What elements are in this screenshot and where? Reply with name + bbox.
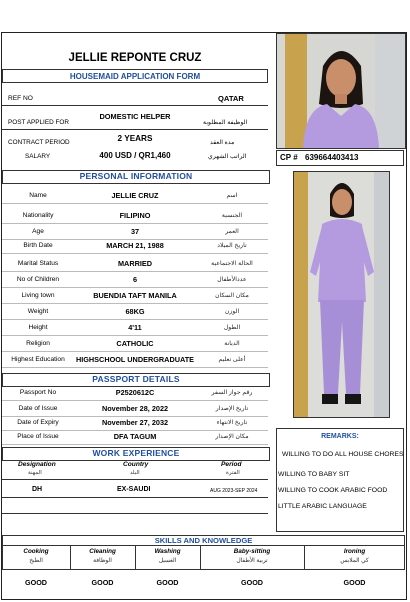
passport-row-label: Place of Issue [17,433,59,440]
personal-row-value: 6 [132,275,138,284]
skill-name: Baby-sitting [233,548,271,555]
personal-row-label: Nationality [22,212,54,219]
passport-row-label: Date of Issue [18,405,58,412]
col-designation: Designation [18,461,56,468]
skill-name: Cooking [23,548,49,555]
personal-row-label: Height [28,324,48,331]
post-label: POST APPLIED FOR [8,119,69,126]
passport-row-label: Date of Expiry [17,419,59,426]
skill-value: GOOD [241,578,263,587]
personal-row-arabic: العمر [225,228,239,235]
personal-row-arabic: مكان السكان [215,292,249,299]
personal-row-arabic: الحالة الاجتماعية [211,260,253,267]
personal-row-value: FILIPINO [119,211,151,220]
passport-row-arabic: تاريخ الإصدار [215,405,249,412]
cp-number: 639664403413 [305,153,359,162]
salary-label: SALARY [25,153,51,160]
personal-row-label: Living town [21,292,55,299]
skill-arabic: كي الملابس [340,558,369,564]
personal-row-arabic: أعلى تعليم [218,356,246,363]
contract-arabic: مدة العقد [210,139,235,146]
personal-row-arabic: اسم [226,192,238,199]
passport-row-value: November 27, 2032 [101,418,169,427]
fullbody-photo [293,171,390,418]
remark-item: LITTLE ARABIC LANGUAGE [278,503,367,510]
remark-item: WILLING TO BABY SIT [278,471,350,478]
skill-arabic: تربية الأطفال [236,558,268,564]
passport-row-label: Passport No [19,389,57,396]
passport-row-value: November 28, 2022 [101,404,169,413]
personal-row-arabic: الطول [223,324,241,331]
personal-row-arabic: الجنسية [221,212,243,219]
personal-row-label: Marital Status [17,260,59,267]
personal-row-arabic: تاريخ الميلاد [217,242,247,249]
personal-row-value: BUENDIA TAFT MANILA [93,291,177,300]
passport-details-title: PASSPORT DETAILS [2,373,270,387]
salary-value: 400 USD / QR1,460 [99,151,171,160]
skill-name: Cleaning [89,548,116,555]
personal-row-value: CATHOLIC [116,339,154,348]
personal-row-label: No of Children [16,276,60,283]
col-country-arabic: البلد [130,470,140,476]
personal-row-value: HIGHSCHOOL UNDERGRADUATE [75,355,195,364]
personal-row-label: Highest Education [11,356,65,363]
remark-item: WILLING TO COOK ARABIC FOOD [278,487,388,494]
col-country: Country [123,461,149,468]
skill-name: Washing [154,548,181,555]
ref-value: QATAR [218,94,244,103]
post-value: DOMESTIC HELPER [99,112,171,121]
personal-row-value: MARRIED [117,259,153,268]
cp-label: CP # [280,153,298,162]
personal-row-label: Age [32,228,44,235]
personal-info-title: PERSONAL INFORMATION [2,170,270,184]
skill-arabic: الطبخ [29,558,43,564]
passport-row-value: DFA TAGUM [113,432,157,441]
remarks-box [276,428,404,532]
personal-row-value: 4'11 [128,323,142,332]
col-period-arabic: الفترة [226,470,240,476]
contract-label: CONTRACT PERIOD [8,139,70,146]
col-designation-arabic: المهنة [28,470,42,476]
skill-arabic: الوظافة [93,558,112,564]
personal-row-label: Religion [26,340,50,347]
passport-row-arabic: رقم جواز السفر [211,389,253,396]
skill-value: GOOD [343,578,366,587]
personal-row-value: MARCH 21, 1988 [106,241,164,250]
personal-row-label: Name [29,192,47,199]
exp-country: EX-SAUDI [117,486,151,493]
passport-row-arabic: تاريخ الانتهاء [216,419,248,426]
remarks-title: REMARKS: [321,433,359,440]
personal-row-value: JELLIE CRUZ [111,191,159,200]
form-title: HOUSEMAID APPLICATION FORM [2,69,268,83]
passport-row-value: P2520612C [115,388,155,397]
personal-row-value: 68KG [125,307,145,316]
skill-arabic: الغسيل [158,558,177,564]
passport-row-arabic: مكان الإصدار [215,433,249,440]
personal-row-label: Weight [27,308,49,315]
personal-row-arabic: الديانة [224,340,240,347]
remark-item: WILLING TO DO ALL HOUSE CHORES [282,451,404,458]
personal-row-label: Birth Date [23,242,53,249]
skill-name: Ironing [343,548,366,555]
personal-row-value: 37 [130,227,140,236]
skill-value: GOOD [25,578,47,587]
exp-designation: DH [32,486,43,493]
contract-value: 2 YEARS [117,134,153,143]
personal-row-arabic: عددالأطفال [217,276,247,283]
work-experience-title: WORK EXPERIENCE [2,447,270,461]
col-period: Period [221,461,242,468]
post-arabic: الوظيفة المطلوبة [203,119,248,126]
ref-label: REF NO [8,95,33,102]
skill-value: GOOD [91,578,114,587]
skill-value: GOOD [156,578,179,587]
headshot-photo [276,33,406,149]
personal-row-arabic: الوزن [224,308,240,315]
salary-arabic: الراتب الشهري [208,153,247,160]
applicant-name-title: JELLIE REPONTE CRUZ [68,52,202,64]
skills-title: SKILLS AND KNOWLEDGE [2,535,405,546]
exp-period: AUG 2023-SEP 2024 [210,488,258,494]
